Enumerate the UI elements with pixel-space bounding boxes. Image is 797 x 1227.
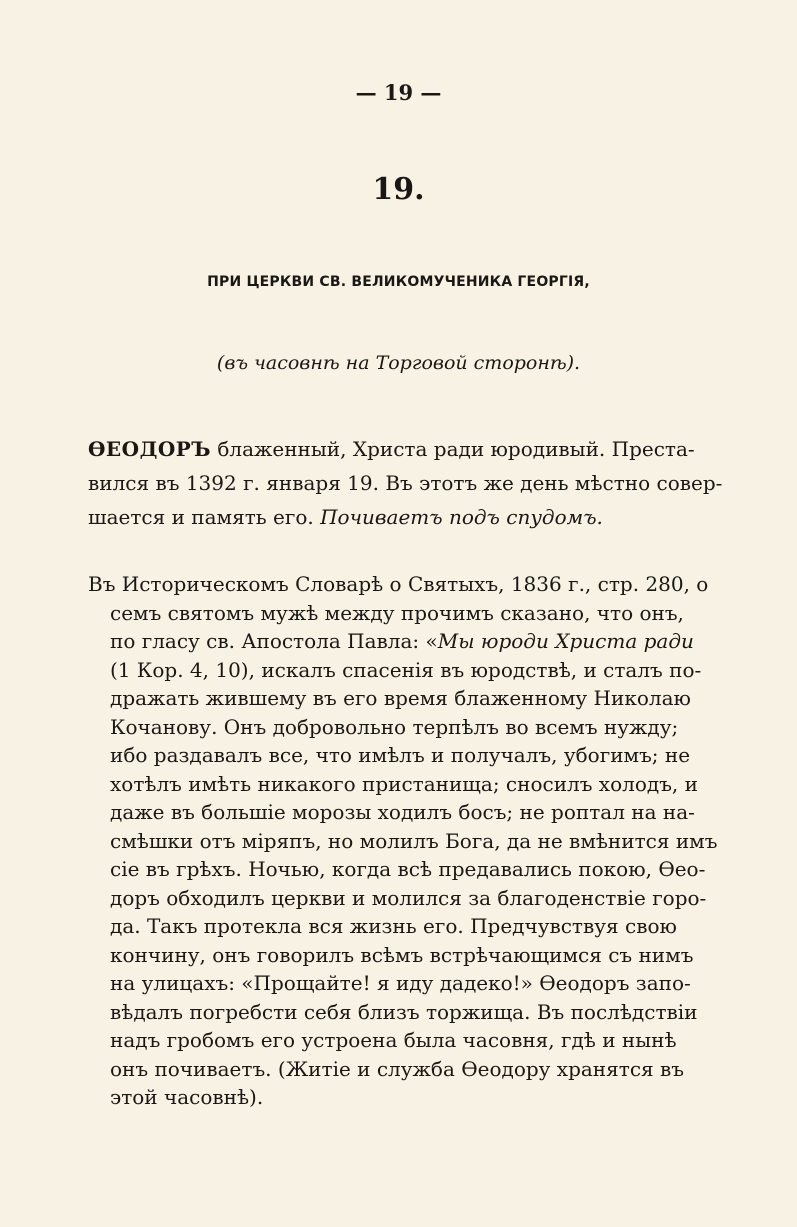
paragraph-intro (88, 432, 723, 534)
italic-text: Почиваетъ подъ спудомъ. (320, 505, 603, 529)
section-subheading: (въ часовнѣ на Торговой сторонѣ). (216, 352, 581, 374)
text-line: хотѣлъ имѣть никакого пристанища; сносилъ холодъ, и (110, 771, 698, 796)
text-line (88, 627, 708, 656)
text-span: по гласу св. Апостола Павла: « (110, 629, 438, 653)
saint-name: ѲЕОДОРЪ (88, 437, 211, 461)
text-line: (1 Кор. 4, 10), искалъ спасенія въ юродствѣ, и сталъ по- (110, 657, 702, 682)
paragraph-body (88, 570, 718, 1112)
text-line (88, 432, 708, 466)
text-line: на улицахъ: «Прощайте! я иду дадеко!» Ѳеодоръ запо- (110, 971, 691, 995)
text-line: кончину, онъ говорилъ всѣмъ встрѣчающимся съ нимъ (110, 942, 694, 967)
text-line (88, 500, 708, 534)
section-heading: ПРИ ЦЕРКВИ СВ. ВЕЛИКОМУЧЕНИКА ГЕОРГІЯ, (207, 274, 590, 290)
text-line: надъ гробомъ его устроена была часовня, гдѣ и нынѣ (110, 1028, 677, 1052)
text-line: онъ почиваетъ. (Житіе и служба Ѳеодору хранятся въ (110, 1056, 684, 1081)
entry-number: 19. (372, 172, 425, 207)
text-line: Кочанову. Онъ добровольно терпѣлъ во всемъ нужду; (110, 714, 679, 739)
text-line: доръ обходилъ церкви и молился за благоденствіе горо- (110, 885, 707, 910)
text-line: ибо раздавалъ все, что имѣлъ и получалъ, убогимъ; не (110, 743, 691, 767)
text-line: да. Такъ протекла вся жизнь его. Предчувствуя свою (110, 914, 677, 938)
text-line: сіе въ грѣхъ. Ночью, когда всѣ предавались покою, Ѳео- (110, 857, 706, 881)
page-number: — 19 — (355, 80, 442, 105)
text-line: смѣшки отъ міряпъ, но молилъ Бога, да не вмѣнится имъ (110, 828, 718, 853)
text-span: блаженный, Христа ради юродивый. Преста- (210, 437, 695, 461)
text-line: вѣдалъ погребсти себя близъ торжища. Въ послѣдствіи (110, 999, 698, 1024)
text-line: Въ Историческомъ Словарѣ о Святыхъ, 1836 г., стр. 280, о (88, 572, 709, 596)
italic-quote: Мы юроди Христа ради (437, 629, 694, 653)
text-line: дражать жившему въ его время блаженному Николаю (110, 686, 691, 710)
text-span: шается и память его. (88, 505, 321, 529)
text-line: вился въ 1392 г. января 19. Въ этотъ же день мѣстно совер- (88, 471, 723, 495)
text-line: даже въ большіе морозы ходилъ босъ; не роптал на на- (110, 800, 695, 824)
text-line: семъ святомъ мужѣ между прочимъ сказано, что онъ, (110, 600, 684, 625)
text-line: этой часовнѣ). (110, 1085, 264, 1109)
